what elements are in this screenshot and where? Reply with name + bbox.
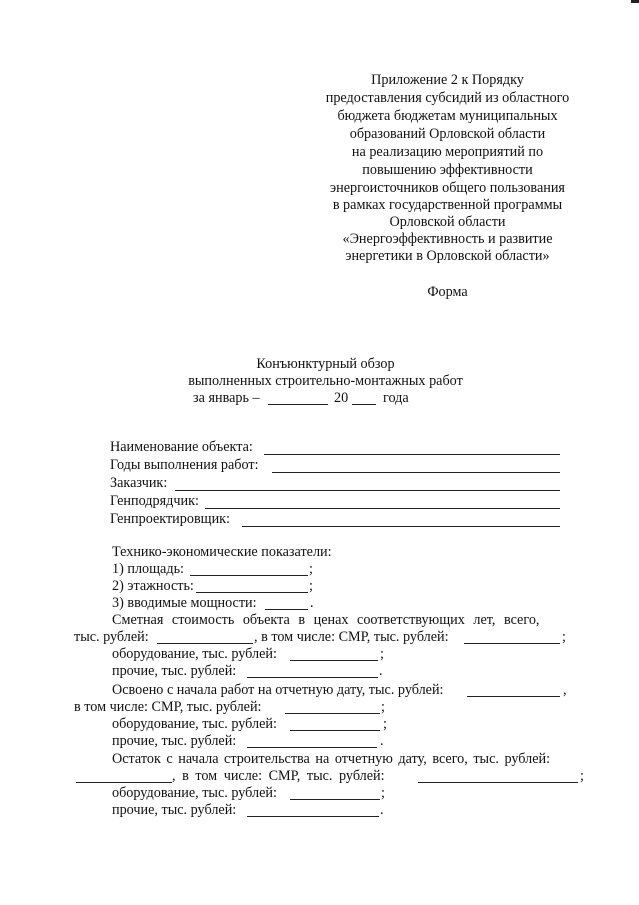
field-label-customer: Заказчик: (110, 475, 168, 491)
estimate-smr-blank[interactable] (464, 643, 560, 644)
appendix-line: Приложение 2 к Порядку (371, 72, 524, 88)
appendix-line: энергоисточников общего пользования (330, 180, 565, 196)
remainder-other-label: прочие, тыс. рублей: (112, 802, 237, 818)
estimate-smr-label: , в том числе: СМР, тыс. рублей: (254, 629, 449, 645)
mastered-line-1: Освоено с начала работ на отчетную дату, тыс. рублей: (112, 682, 444, 698)
field-label-years: Годы выполнения работ: (110, 457, 259, 473)
remainder-equipment-label: оборудование, тыс. рублей: (112, 785, 277, 801)
indicators-heading: Технико-экономические показатели: (112, 544, 332, 560)
title-line-1: Конъюнктурный обзор (256, 356, 395, 372)
period-dot: . (310, 595, 314, 611)
title-line-2: выполненных строительно-монтажных работ (188, 373, 463, 389)
period-dot: . (379, 663, 383, 679)
mastered-equipment-blank[interactable] (290, 730, 380, 731)
field-blank-designer[interactable] (242, 526, 560, 527)
appendix-line: повышению эффективности (362, 162, 533, 178)
mastered-smr-blank[interactable] (285, 713, 380, 714)
form-label: Форма (427, 284, 468, 300)
field-label-contractor: Генподрядчик: (110, 493, 199, 509)
semicolon: ; (381, 699, 385, 715)
remainder-line-1: Остаток с начала строительства на отчетную дату, всего, тыс. рублей: (112, 751, 551, 767)
remainder-smr-blank[interactable] (418, 782, 578, 783)
semicolon: ; (380, 646, 384, 662)
remainder-other-blank[interactable] (247, 816, 379, 817)
estimate-other-blank[interactable] (247, 677, 378, 678)
field-blank-customer[interactable] (175, 490, 560, 491)
indicator-floors-label: 2) этажность: (112, 578, 194, 594)
estimate-line-1: Сметная стоимость объекта в ценах соответствующих лет, всего, (112, 612, 540, 628)
estimate-equipment-label: оборудование, тыс. рублей: (112, 646, 277, 662)
indicator-capacity-blank[interactable] (265, 609, 308, 610)
year-suffix: года (383, 390, 409, 406)
year-prefix: 20 (334, 390, 349, 406)
semicolon: ; (580, 768, 584, 784)
remainder-smr-label: , в том числе: СМР, тыс. рублей: (172, 768, 385, 784)
appendix-line: бюджета бюджетам муниципальных (337, 108, 558, 124)
estimate-other-label: прочие, тыс. рублей: (112, 663, 237, 679)
estimate-total-blank[interactable] (157, 643, 253, 644)
estimate-equipment-blank[interactable] (290, 660, 378, 661)
appendix-line: Орловской области (389, 214, 506, 230)
mastered-smr-label: в том числе: СМР, тыс. рублей: (74, 699, 262, 715)
remainder-equipment-blank[interactable] (290, 799, 380, 800)
remainder-total-blank[interactable] (76, 782, 172, 783)
period-prefix: за январь – (193, 390, 260, 406)
mastered-total-blank[interactable] (467, 696, 560, 697)
field-label-designer: Генпроектировщик: (110, 511, 230, 527)
semicolon: ; (309, 561, 313, 577)
indicator-area-label: 1) площадь: (112, 561, 184, 577)
mastered-equipment-label: оборудование, тыс. рублей: (112, 716, 277, 732)
field-blank-contractor[interactable] (205, 508, 560, 509)
comma: , (563, 682, 567, 698)
field-blank-object[interactable] (264, 454, 560, 455)
mastered-other-blank[interactable] (247, 747, 377, 748)
indicator-floors-blank[interactable] (196, 592, 308, 593)
field-blank-years[interactable] (272, 472, 560, 473)
semicolon: ; (381, 785, 385, 801)
appendix-line: предоставления субсидий из областного (325, 90, 570, 106)
estimate-line-2-label: тыс. рублей: (74, 629, 149, 645)
semicolon: ; (383, 716, 387, 732)
period-month-blank[interactable] (268, 404, 328, 405)
mastered-other-label: прочие, тыс. рублей: (112, 733, 237, 749)
indicator-capacity-label: 3) вводимые мощности: (112, 595, 257, 611)
period-year-blank[interactable] (352, 404, 376, 405)
period-dot: . (380, 733, 384, 749)
appendix-line: в рамках государственной программы (332, 197, 563, 213)
semicolon: ; (309, 578, 313, 594)
scan-mark (631, 0, 639, 3)
field-label-object: Наименование объекта: (110, 439, 253, 455)
indicator-area-blank[interactable] (190, 575, 308, 576)
semicolon: ; (562, 629, 566, 645)
appendix-line: на реализацию мероприятий по (351, 144, 544, 160)
appendix-line: «Энергоэффективность и развитие (342, 231, 553, 247)
appendix-line: энергетики в Орловской области» (345, 248, 550, 264)
period-dot: . (380, 802, 384, 818)
appendix-line: образований Орловской области (349, 126, 546, 142)
